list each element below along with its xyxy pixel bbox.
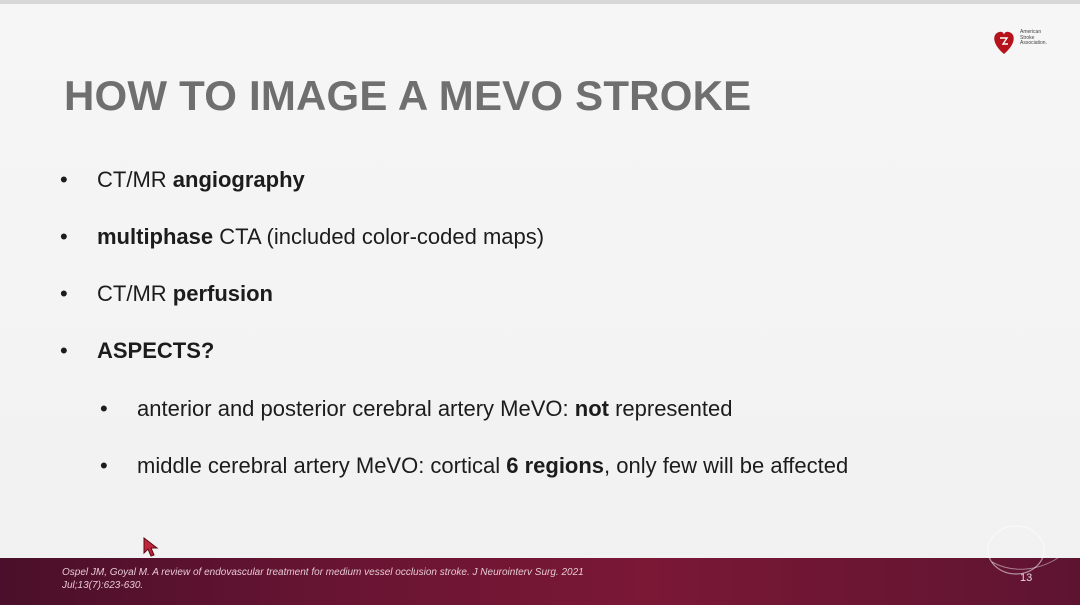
- bold-run: angiography: [172, 167, 305, 192]
- bold-run: perfusion: [172, 281, 273, 306]
- logo-line: American: [1020, 29, 1042, 35]
- text-run: CT/MR: [97, 167, 173, 192]
- bullet-dot: •: [60, 281, 68, 306]
- bullet-text: [137, 453, 848, 479]
- mouse-cursor-icon: [142, 536, 160, 558]
- page-number: 13: [1020, 572, 1033, 584]
- bold-run: multiphase: [97, 224, 214, 249]
- bold-run: ASPECTS?: [97, 338, 215, 363]
- text-run: CT/MR: [97, 281, 173, 306]
- text-run: middle cerebral artery MeVO: cortical: [137, 453, 507, 478]
- logo-line: Stroke: [1020, 34, 1035, 41]
- bullet-text: [97, 338, 214, 364]
- text-run: , only few will be affected: [604, 453, 849, 478]
- text-run: CTA (included color-coded maps): [213, 224, 545, 249]
- text-run: represented: [608, 396, 733, 421]
- citation-line: Ospel JM, Goyal M. A review of endovascular treatment for medium vessel occlusion stroke. J Neurointerv Surg. 2021: [62, 567, 584, 578]
- text-run: anterior and posterior cerebral artery MeVO:: [137, 396, 575, 421]
- bullet-text: [97, 224, 544, 250]
- logo-line: Association.: [1020, 40, 1047, 46]
- top-border: [0, 0, 1080, 4]
- bullet-dot: •: [60, 167, 68, 192]
- bullet-dot: •: [60, 338, 68, 363]
- bold-run: not: [574, 396, 609, 421]
- bullet-dot: •: [60, 224, 68, 249]
- bullet-dot: •: [100, 453, 108, 478]
- slide-title: HOW TO IMAGE A MEVO STROKE: [64, 72, 752, 119]
- citation: [62, 566, 662, 592]
- bullet-dot: •: [100, 396, 108, 421]
- bullet-text: [97, 167, 305, 193]
- watermark-logo: [984, 522, 1064, 578]
- bullet-text: [97, 281, 273, 307]
- citation-line: Jul;13(7):623-630.: [62, 580, 144, 591]
- bold-run: 6 regions: [506, 453, 605, 478]
- logo-text: [1020, 30, 1060, 47]
- bullet-text: [137, 396, 732, 422]
